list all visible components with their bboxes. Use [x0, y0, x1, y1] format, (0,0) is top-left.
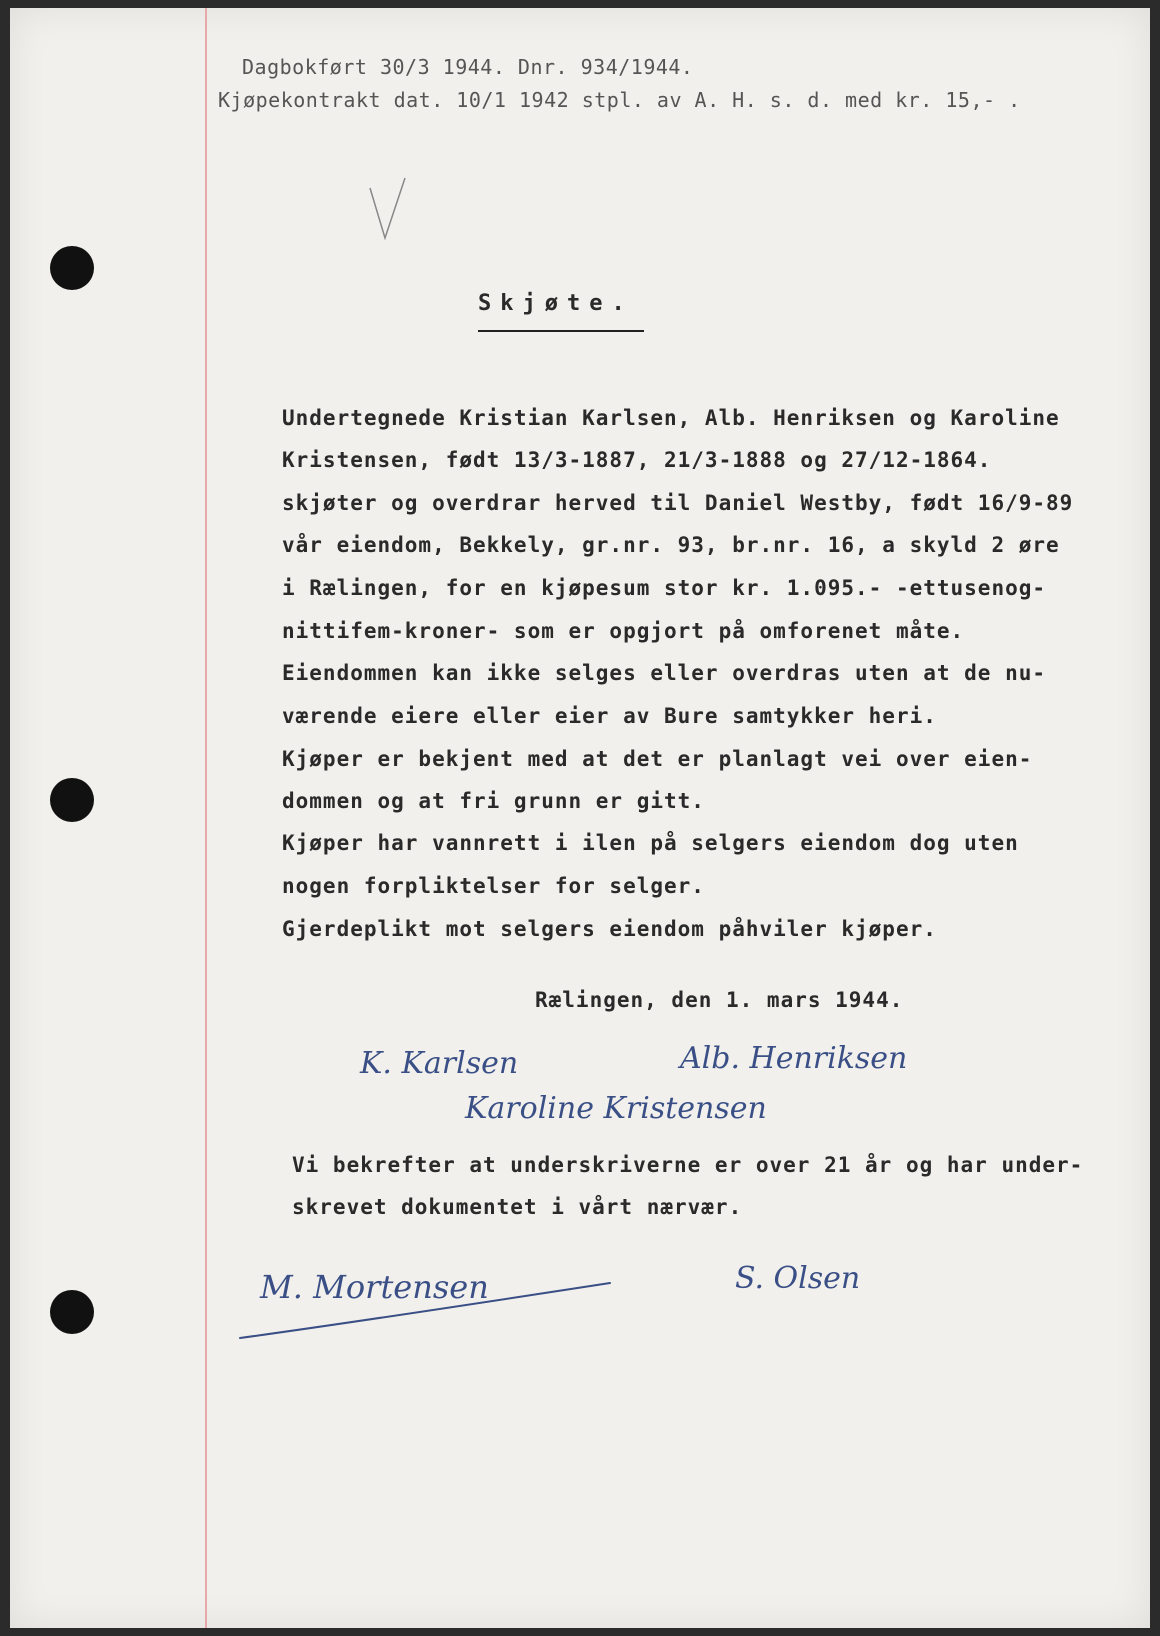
body-line: dommen og at fri grunn er gitt.	[282, 789, 705, 813]
registry-note-line2: Kjøpekontrakt dat. 10/1 1942 stpl. av A. H. s. d. med kr. 15,- .	[218, 88, 1021, 112]
signature-witness-2: S. Olsen	[735, 1261, 861, 1296]
margin-rule	[205, 8, 207, 1628]
body-line: Kjøper har vannrett i ilen på selgers eiendom dog uten	[282, 831, 1019, 855]
body-line: Eiendommen kan ikke selges eller overdras uten at de nu-	[282, 661, 1047, 685]
body-line: nogen forpliktelser for selger.	[282, 874, 705, 898]
body-line: Gjerdeplikt mot selgers eiendom påhviler kjøper.	[282, 917, 937, 941]
seller-signatures	[340, 1028, 980, 1138]
witness-signatures	[230, 1243, 950, 1353]
punch-hole	[50, 1290, 94, 1334]
body-line: skjøter og overdrar herved til Daniel Westby, født 16/9-89	[282, 491, 1074, 515]
punch-hole	[50, 246, 94, 290]
check-mark-icon	[365, 168, 415, 248]
signature-witness-1: M. Mortensen	[260, 1268, 489, 1306]
body-line: Undertegnede Kristian Karlsen, Alb. Henriksen og Karoline	[282, 406, 1060, 430]
title-underline	[478, 330, 644, 332]
witness-statement-line: Vi bekrefter at underskriverne er over 21 år og har under-	[292, 1153, 1084, 1177]
punch-hole	[50, 778, 94, 822]
body-line: nittifem-kroner- som er opgjort på omforenet måte.	[282, 619, 965, 643]
body-line: Kjøper er bekjent med at det er planlagt vei over eien-	[282, 747, 1033, 771]
signature-karlsen: K. Karlsen	[360, 1046, 519, 1081]
body-line: vår eiendom, Bekkely, gr.nr. 93, br.nr. 16, a skyld 2 øre	[282, 533, 1060, 557]
body-line: Kristensen, født 13/3-1887, 21/3-1888 og 27/12-1864.	[282, 448, 992, 472]
signature-henriksen: Alb. Henriksen	[680, 1041, 908, 1076]
place-and-date: Rælingen, den 1. mars 1944.	[535, 988, 904, 1012]
document-page	[10, 8, 1150, 1628]
witness-statement-line: skrevet dokumentet i vårt nærvær.	[292, 1195, 743, 1219]
signature-kristensen: Karoline Kristensen	[465, 1091, 767, 1126]
registry-note-line1: Dagbokført 30/3 1944. Dnr. 934/1944.	[242, 55, 694, 79]
document-title: Skjøte.	[478, 291, 634, 316]
body-line: i Rælingen, for en kjøpesum stor kr. 1.095.- -ettusenog-	[282, 576, 1047, 600]
body-line: værende eiere eller eier av Bure samtykker heri.	[282, 704, 937, 728]
